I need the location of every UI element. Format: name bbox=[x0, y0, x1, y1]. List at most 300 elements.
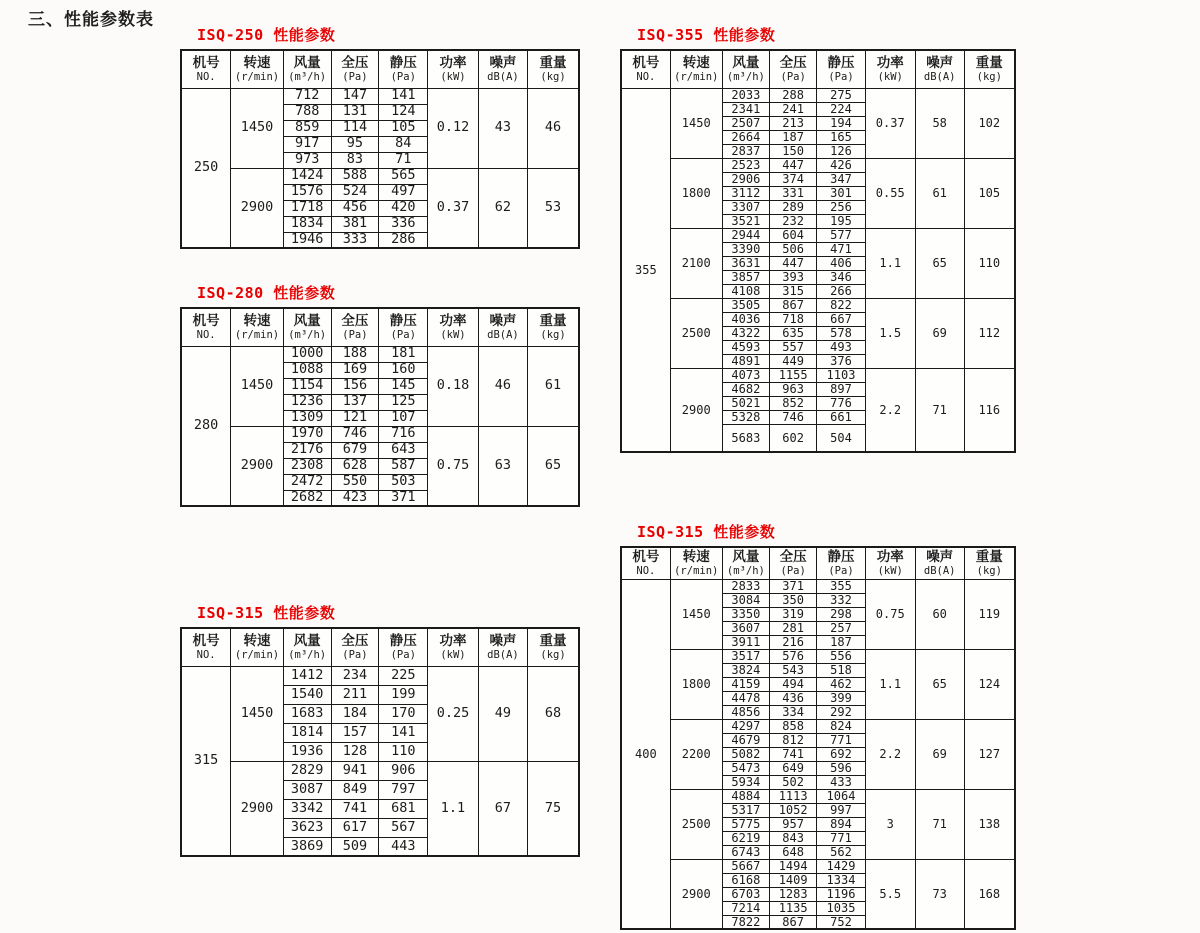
cell-total-pressure: 319 bbox=[770, 607, 817, 621]
col-header-noise-unit: dB(A) bbox=[487, 70, 519, 83]
cell-static-pressure: 292 bbox=[817, 705, 865, 719]
cell-flow: 5021 bbox=[722, 396, 769, 410]
cell-total-pressure: 867 bbox=[770, 915, 817, 929]
cell-static-pressure: 578 bbox=[817, 326, 865, 340]
cell-noise: 65 bbox=[915, 649, 964, 719]
cell-total-pressure: 334 bbox=[770, 705, 817, 719]
cell-total-pressure: 371 bbox=[770, 579, 817, 593]
cell-total-pressure: 602 bbox=[770, 424, 817, 452]
cell-noise: 60 bbox=[915, 579, 964, 649]
cell-total-pressure: 374 bbox=[770, 172, 817, 186]
cell-static-pressure: 110 bbox=[379, 742, 428, 761]
col-header-power-label: 功率 bbox=[876, 549, 904, 566]
cell-flow: 3824 bbox=[722, 663, 769, 677]
cell-total-pressure: 852 bbox=[770, 396, 817, 410]
cell-flow: 3505 bbox=[722, 298, 769, 312]
col-header-noise-label: 噪声 bbox=[489, 313, 517, 330]
cell-flow: 1412 bbox=[283, 666, 331, 685]
cell-total-pressure: 506 bbox=[770, 242, 817, 256]
col-header-no-label: 机号 bbox=[192, 55, 220, 72]
cell-static-pressure: 716 bbox=[379, 426, 428, 442]
cell-weight: 127 bbox=[964, 719, 1015, 789]
cell-total-pressure: 234 bbox=[331, 666, 379, 685]
col-header-flow-unit: (m³/h) bbox=[288, 648, 327, 661]
cell-total-pressure: 288 bbox=[770, 88, 817, 102]
cell-static-pressure: 332 bbox=[817, 593, 865, 607]
cell-noise: 61 bbox=[915, 158, 964, 228]
cell-static-pressure: 371 bbox=[379, 490, 428, 506]
cell-flow: 712 bbox=[283, 88, 331, 104]
cell-static-pressure: 126 bbox=[817, 144, 865, 158]
cell-flow: 3857 bbox=[722, 270, 769, 284]
cell-flow: 1814 bbox=[283, 723, 331, 742]
col-header-static-pressure-unit: (Pa) bbox=[828, 70, 854, 83]
col-header-no bbox=[181, 308, 231, 346]
cell-speed: 2100 bbox=[670, 228, 722, 298]
cell-flow: 1936 bbox=[283, 742, 331, 761]
cell-total-pressure: 114 bbox=[331, 120, 379, 136]
cell-flow: 1154 bbox=[283, 378, 331, 394]
cell-static-pressure: 84 bbox=[379, 136, 428, 152]
col-header-total-pressure-unit: (Pa) bbox=[780, 564, 806, 577]
col-header-total-pressure bbox=[770, 50, 817, 88]
cell-flow: 4593 bbox=[722, 340, 769, 354]
cell-flow: 1424 bbox=[283, 168, 331, 184]
performance-table-isq-315-left bbox=[180, 627, 580, 857]
table-row bbox=[621, 859, 1015, 873]
cell-total-pressure: 137 bbox=[331, 394, 379, 410]
cell-total-pressure: 456 bbox=[331, 200, 379, 216]
col-header-speed-unit: (r/min) bbox=[674, 564, 719, 577]
col-header-weight-unit: (kg) bbox=[976, 564, 1002, 577]
cell-total-pressure: 187 bbox=[770, 130, 817, 144]
cell-noise: 67 bbox=[478, 761, 527, 856]
cell-flow: 3350 bbox=[722, 607, 769, 621]
cell-flow: 5667 bbox=[722, 859, 769, 873]
col-header-flow-unit: (m³/h) bbox=[288, 70, 327, 83]
cell-static-pressure: 199 bbox=[379, 685, 428, 704]
cell-no: 400 bbox=[621, 579, 670, 929]
col-header-static-pressure-label: 静压 bbox=[827, 55, 855, 72]
col-header-no-unit: NO. bbox=[196, 648, 216, 661]
cell-static-pressure: 443 bbox=[379, 837, 428, 856]
cell-flow: 4478 bbox=[722, 691, 769, 705]
cell-noise: 63 bbox=[478, 426, 527, 506]
cell-speed: 1450 bbox=[670, 579, 722, 649]
cell-total-pressure: 957 bbox=[770, 817, 817, 831]
cell-total-pressure: 1409 bbox=[770, 873, 817, 887]
cell-static-pressure: 420 bbox=[379, 200, 428, 216]
cell-total-pressure: 741 bbox=[770, 747, 817, 761]
cell-total-pressure: 169 bbox=[331, 362, 379, 378]
cell-power: 1.1 bbox=[428, 761, 479, 856]
col-header-speed bbox=[670, 50, 722, 88]
cell-static-pressure: 661 bbox=[817, 410, 865, 424]
col-header-total-pressure-unit: (Pa) bbox=[342, 648, 368, 661]
col-header-flow bbox=[283, 628, 331, 666]
cell-total-pressure: 718 bbox=[770, 312, 817, 326]
col-header-weight bbox=[528, 628, 579, 666]
cell-total-pressure: 649 bbox=[770, 761, 817, 775]
cell-flow: 5082 bbox=[722, 747, 769, 761]
cell-total-pressure: 333 bbox=[331, 232, 379, 248]
cell-flow: 3084 bbox=[722, 593, 769, 607]
cell-power: 2.2 bbox=[865, 368, 915, 452]
performance-table-isq-250 bbox=[180, 49, 580, 249]
cell-noise: 71 bbox=[915, 789, 964, 859]
table-row bbox=[181, 666, 579, 685]
table-title-isq-355: ISQ-355 性能参数 bbox=[637, 26, 776, 44]
col-header-flow-label: 风量 bbox=[293, 633, 321, 650]
cell-total-pressure: 941 bbox=[331, 761, 379, 780]
table-title-isq-315-right: ISQ-315 性能参数 bbox=[637, 523, 776, 541]
cell-static-pressure: 266 bbox=[817, 284, 865, 298]
col-header-power-label: 功率 bbox=[439, 313, 467, 330]
col-header-noise-label: 噪声 bbox=[926, 55, 954, 72]
col-header-noise-unit: dB(A) bbox=[923, 564, 956, 577]
col-header-total-pressure bbox=[331, 628, 379, 666]
cell-noise: 69 bbox=[915, 719, 964, 789]
cell-total-pressure: 741 bbox=[331, 799, 379, 818]
col-header-static-pressure bbox=[817, 50, 865, 88]
cell-total-pressure: 604 bbox=[770, 228, 817, 242]
col-header-speed bbox=[670, 547, 722, 579]
cell-total-pressure: 843 bbox=[770, 831, 817, 845]
cell-flow: 3307 bbox=[722, 200, 769, 214]
header-row bbox=[181, 308, 579, 346]
cell-static-pressure: 1334 bbox=[817, 873, 865, 887]
cell-noise: 69 bbox=[915, 298, 964, 368]
cell-flow: 1000 bbox=[283, 346, 331, 362]
col-header-static-pressure-unit: (Pa) bbox=[390, 648, 416, 661]
cell-total-pressure: 423 bbox=[331, 490, 379, 506]
cell-flow: 3390 bbox=[722, 242, 769, 256]
col-header-weight-unit: (kg) bbox=[976, 70, 1002, 83]
col-header-speed-unit: (r/min) bbox=[234, 70, 280, 83]
cell-noise: 58 bbox=[915, 88, 964, 158]
col-header-weight-label: 重量 bbox=[539, 313, 567, 330]
cell-static-pressure: 1064 bbox=[817, 789, 865, 803]
cell-weight: 65 bbox=[528, 426, 579, 506]
cell-static-pressure: 257 bbox=[817, 621, 865, 635]
cell-static-pressure: 493 bbox=[817, 340, 865, 354]
header-row bbox=[621, 50, 1015, 88]
col-header-power bbox=[865, 547, 915, 579]
col-header-total-pressure bbox=[331, 50, 379, 88]
cell-flow: 7214 bbox=[722, 901, 769, 915]
cell-static-pressure: 692 bbox=[817, 747, 865, 761]
header-row bbox=[181, 628, 579, 666]
cell-static-pressure: 497 bbox=[379, 184, 428, 200]
col-header-flow-label: 风量 bbox=[732, 55, 760, 72]
cell-total-pressure: 147 bbox=[331, 88, 379, 104]
cell-no: 315 bbox=[181, 666, 231, 856]
cell-flow: 2341 bbox=[722, 102, 769, 116]
cell-total-pressure: 679 bbox=[331, 442, 379, 458]
col-header-speed-label: 转速 bbox=[682, 549, 710, 566]
cell-static-pressure: 1196 bbox=[817, 887, 865, 901]
cell-total-pressure: 746 bbox=[770, 410, 817, 424]
table-title-isq-280: ISQ-280 性能参数 bbox=[197, 284, 336, 302]
cell-total-pressure: 449 bbox=[770, 354, 817, 368]
col-header-total-pressure-label: 全压 bbox=[341, 313, 369, 330]
col-header-static-pressure-label: 静压 bbox=[389, 55, 417, 72]
col-header-total-pressure-unit: (Pa) bbox=[342, 328, 368, 341]
cell-static-pressure: 518 bbox=[817, 663, 865, 677]
performance-table-isq-355 bbox=[620, 49, 1016, 453]
col-header-power-label: 功率 bbox=[439, 55, 467, 72]
cell-flow: 3342 bbox=[283, 799, 331, 818]
col-header-flow-unit: (m³/h) bbox=[726, 70, 765, 83]
cell-flow: 3869 bbox=[283, 837, 331, 856]
col-header-power bbox=[428, 628, 479, 666]
cell-static-pressure: 681 bbox=[379, 799, 428, 818]
cell-static-pressure: 503 bbox=[379, 474, 428, 490]
cell-speed: 1800 bbox=[670, 158, 722, 228]
cell-flow: 917 bbox=[283, 136, 331, 152]
cell-flow: 3631 bbox=[722, 256, 769, 270]
table-row bbox=[181, 88, 579, 104]
cell-total-pressure: 867 bbox=[770, 298, 817, 312]
cell-total-pressure: 289 bbox=[770, 200, 817, 214]
cell-static-pressure: 577 bbox=[817, 228, 865, 242]
cell-noise: 46 bbox=[478, 346, 527, 426]
table-row bbox=[181, 346, 579, 362]
cell-static-pressure: 107 bbox=[379, 410, 428, 426]
cell-static-pressure: 596 bbox=[817, 761, 865, 775]
cell-static-pressure: 160 bbox=[379, 362, 428, 378]
cell-flow: 4884 bbox=[722, 789, 769, 803]
col-header-no-label: 机号 bbox=[632, 55, 660, 72]
col-header-weight bbox=[528, 308, 579, 346]
cell-flow: 2033 bbox=[722, 88, 769, 102]
cell-noise: 65 bbox=[915, 228, 964, 298]
cell-static-pressure: 336 bbox=[379, 216, 428, 232]
cell-weight: 102 bbox=[964, 88, 1015, 158]
col-header-speed bbox=[231, 628, 284, 666]
col-header-flow-unit: (m³/h) bbox=[288, 328, 327, 341]
col-header-weight-unit: (kg) bbox=[540, 648, 566, 661]
cell-static-pressure: 298 bbox=[817, 607, 865, 621]
cell-static-pressure: 346 bbox=[817, 270, 865, 284]
cell-power: 2.2 bbox=[865, 719, 915, 789]
cell-static-pressure: 562 bbox=[817, 845, 865, 859]
cell-weight: 53 bbox=[528, 168, 579, 248]
cell-weight: 112 bbox=[964, 298, 1015, 368]
col-header-weight-label: 重量 bbox=[975, 55, 1003, 72]
cell-flow: 5317 bbox=[722, 803, 769, 817]
col-header-total-pressure-label: 全压 bbox=[341, 633, 369, 650]
performance-table-isq-315-right bbox=[620, 546, 1016, 930]
cell-flow: 4856 bbox=[722, 705, 769, 719]
cell-noise: 73 bbox=[915, 859, 964, 929]
cell-total-pressure: 83 bbox=[331, 152, 379, 168]
col-header-power-unit: (kW) bbox=[440, 648, 466, 661]
cell-speed: 2900 bbox=[231, 426, 284, 506]
cell-flow: 6219 bbox=[722, 831, 769, 845]
cell-static-pressure: 471 bbox=[817, 242, 865, 256]
table-row bbox=[181, 426, 579, 442]
col-header-weight-label: 重量 bbox=[539, 55, 567, 72]
cell-flow: 3623 bbox=[283, 818, 331, 837]
cell-static-pressure: 997 bbox=[817, 803, 865, 817]
cell-noise: 62 bbox=[478, 168, 527, 248]
col-header-static-pressure bbox=[379, 50, 428, 88]
cell-power: 0.37 bbox=[428, 168, 479, 248]
cell-flow: 5683 bbox=[722, 424, 769, 452]
cell-flow: 1718 bbox=[283, 200, 331, 216]
cell-static-pressure: 567 bbox=[379, 818, 428, 837]
col-header-noise bbox=[915, 50, 964, 88]
cell-flow: 4073 bbox=[722, 368, 769, 382]
col-header-speed bbox=[231, 308, 284, 346]
col-header-noise bbox=[478, 50, 527, 88]
cell-total-pressure: 95 bbox=[331, 136, 379, 152]
cell-weight: 124 bbox=[964, 649, 1015, 719]
cell-static-pressure: 897 bbox=[817, 382, 865, 396]
cell-flow: 7822 bbox=[722, 915, 769, 929]
cell-flow: 1970 bbox=[283, 426, 331, 442]
col-header-power-unit: (kW) bbox=[440, 328, 466, 341]
cell-total-pressure: 216 bbox=[770, 635, 817, 649]
col-header-weight-unit: (kg) bbox=[540, 328, 566, 341]
cell-total-pressure: 393 bbox=[770, 270, 817, 284]
cell-power: 1.1 bbox=[865, 228, 915, 298]
cell-total-pressure: 576 bbox=[770, 649, 817, 663]
col-header-static-pressure-unit: (Pa) bbox=[390, 70, 416, 83]
cell-flow: 4682 bbox=[722, 382, 769, 396]
cell-weight: 75 bbox=[528, 761, 579, 856]
cell-total-pressure: 184 bbox=[331, 704, 379, 723]
cell-flow: 4297 bbox=[722, 719, 769, 733]
cell-weight: 110 bbox=[964, 228, 1015, 298]
col-header-static-pressure bbox=[379, 308, 428, 346]
col-header-no-label: 机号 bbox=[192, 633, 220, 650]
cell-weight: 68 bbox=[528, 666, 579, 761]
cell-total-pressure: 381 bbox=[331, 216, 379, 232]
table-row bbox=[181, 761, 579, 780]
cell-static-pressure: 504 bbox=[817, 424, 865, 452]
cell-power: 3 bbox=[865, 789, 915, 859]
cell-flow: 2837 bbox=[722, 144, 769, 158]
cell-speed: 1450 bbox=[231, 88, 284, 168]
cell-power: 1.1 bbox=[865, 649, 915, 719]
cell-noise: 43 bbox=[478, 88, 527, 168]
col-header-static-pressure-unit: (Pa) bbox=[390, 328, 416, 341]
cell-static-pressure: 1429 bbox=[817, 859, 865, 873]
table-block-isq-315-right bbox=[620, 521, 1016, 930]
cell-total-pressure: 315 bbox=[770, 284, 817, 298]
col-header-speed-label: 转速 bbox=[682, 55, 710, 72]
cell-total-pressure: 121 bbox=[331, 410, 379, 426]
cell-total-pressure: 188 bbox=[331, 346, 379, 362]
col-header-noise-unit: dB(A) bbox=[487, 328, 519, 341]
col-header-flow bbox=[283, 308, 331, 346]
cell-total-pressure: 494 bbox=[770, 677, 817, 691]
col-header-weight bbox=[528, 50, 579, 88]
cell-flow: 1540 bbox=[283, 685, 331, 704]
cell-total-pressure: 1135 bbox=[770, 901, 817, 915]
cell-static-pressure: 301 bbox=[817, 186, 865, 200]
table-row bbox=[621, 649, 1015, 663]
cell-total-pressure: 156 bbox=[331, 378, 379, 394]
col-header-power bbox=[865, 50, 915, 88]
col-header-speed-label: 转速 bbox=[243, 313, 271, 330]
cell-static-pressure: 194 bbox=[817, 116, 865, 130]
cell-total-pressure: 524 bbox=[331, 184, 379, 200]
col-header-noise-label: 噪声 bbox=[489, 633, 517, 650]
col-header-total-pressure bbox=[331, 308, 379, 346]
cell-static-pressure: 906 bbox=[379, 761, 428, 780]
cell-static-pressure: 275 bbox=[817, 88, 865, 102]
cell-static-pressure: 797 bbox=[379, 780, 428, 799]
cell-total-pressure: 550 bbox=[331, 474, 379, 490]
cell-speed: 1450 bbox=[231, 346, 284, 426]
table-row bbox=[621, 789, 1015, 803]
cell-static-pressure: 771 bbox=[817, 733, 865, 747]
col-header-power bbox=[428, 50, 479, 88]
cell-power: 0.12 bbox=[428, 88, 479, 168]
cell-static-pressure: 355 bbox=[817, 579, 865, 593]
cell-flow: 2176 bbox=[283, 442, 331, 458]
col-header-weight bbox=[964, 547, 1015, 579]
cell-static-pressure: 225 bbox=[379, 666, 428, 685]
cell-flow: 2829 bbox=[283, 761, 331, 780]
cell-speed: 1450 bbox=[670, 88, 722, 158]
cell-flow: 2664 bbox=[722, 130, 769, 144]
cell-weight: 168 bbox=[964, 859, 1015, 929]
cell-flow: 3087 bbox=[283, 780, 331, 799]
cell-static-pressure: 125 bbox=[379, 394, 428, 410]
cell-static-pressure: 376 bbox=[817, 354, 865, 368]
cell-flow: 3521 bbox=[722, 214, 769, 228]
col-header-no-unit: NO. bbox=[636, 70, 656, 83]
table-block-isq-355 bbox=[620, 24, 1016, 453]
table-row bbox=[621, 368, 1015, 382]
cell-flow: 3112 bbox=[722, 186, 769, 200]
cell-speed: 2900 bbox=[231, 761, 284, 856]
col-header-no-label: 机号 bbox=[192, 313, 220, 330]
cell-static-pressure: 181 bbox=[379, 346, 428, 362]
col-header-flow bbox=[722, 547, 769, 579]
cell-static-pressure: 141 bbox=[379, 88, 428, 104]
cell-speed: 2900 bbox=[231, 168, 284, 248]
cell-static-pressure: 894 bbox=[817, 817, 865, 831]
cell-total-pressure: 963 bbox=[770, 382, 817, 396]
cell-power: 1.5 bbox=[865, 298, 915, 368]
cell-static-pressure: 224 bbox=[817, 102, 865, 116]
cell-flow: 1236 bbox=[283, 394, 331, 410]
table-row bbox=[621, 158, 1015, 172]
cell-total-pressure: 617 bbox=[331, 818, 379, 837]
col-header-static-pressure-label: 静压 bbox=[389, 633, 417, 650]
cell-static-pressure: 776 bbox=[817, 396, 865, 410]
cell-total-pressure: 849 bbox=[331, 780, 379, 799]
table-row bbox=[621, 579, 1015, 593]
col-header-total-pressure bbox=[770, 547, 817, 579]
cell-weight: 105 bbox=[964, 158, 1015, 228]
page-title: 三、性能参数表 bbox=[28, 10, 154, 30]
cell-flow: 3517 bbox=[722, 649, 769, 663]
cell-total-pressure: 131 bbox=[331, 104, 379, 120]
cell-power: 0.75 bbox=[865, 579, 915, 649]
cell-flow: 6168 bbox=[722, 873, 769, 887]
cell-power: 0.55 bbox=[865, 158, 915, 228]
cell-static-pressure: 187 bbox=[817, 635, 865, 649]
cell-flow: 4891 bbox=[722, 354, 769, 368]
cell-flow: 859 bbox=[283, 120, 331, 136]
cell-static-pressure: 824 bbox=[817, 719, 865, 733]
